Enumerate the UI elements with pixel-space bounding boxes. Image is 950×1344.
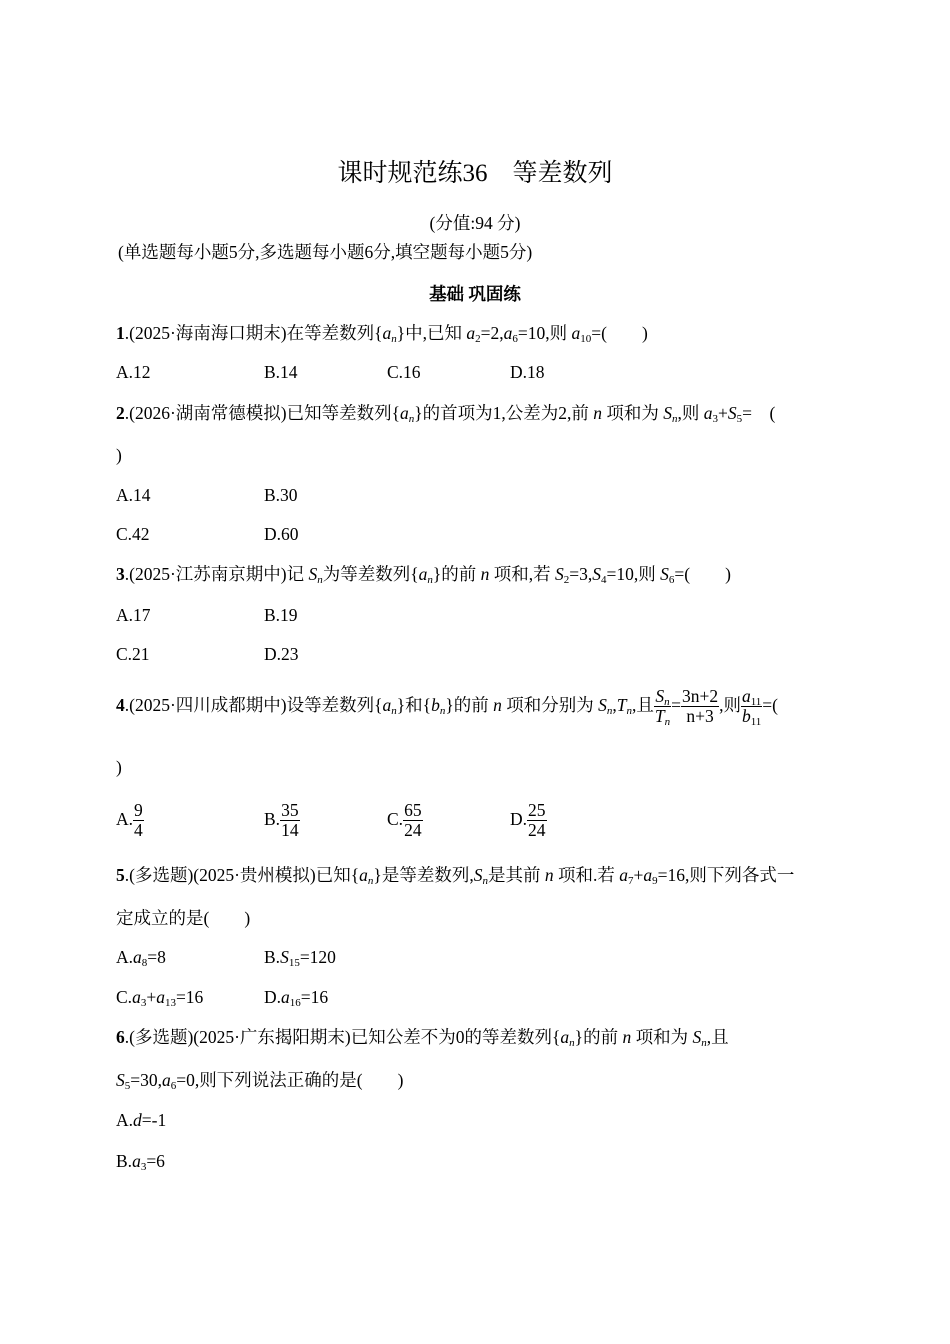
q5-option-b: $B.S_{15}=120$ — [264, 947, 336, 969]
question-3: 3.(2025·江苏南京期中)记 $S_n$为等差数列$\{a_n\}$的前 n 项和,若 $S_2=3,S_4=10$,则 $S_6=$( ) — [116, 564, 731, 586]
q4-option-c: C. $\frac{65}{24}$ — [387, 799, 422, 841]
question-5-continued: 定成立的是( ) — [116, 908, 251, 928]
q2-option-b: B.30 — [264, 485, 298, 505]
question-5: 5.(多选题)(2025·贵州模拟)已知$\{a_n\}$是等差数列$,S_n$是其前 n 项和.若 $a_7+a_9=16$,则下列各式一 — [116, 865, 795, 887]
q1-option-d: D.18 — [510, 362, 545, 382]
q2-option-a: A.14 — [116, 485, 151, 505]
question-6: 6.(多选题)(2025·广东揭阳期末)已知公差不为0的等差数列$\{a_n\}$的前 n 项和为 $S_n$,且 — [116, 1027, 729, 1049]
question-2-continued: ) — [116, 445, 122, 465]
q5-option-a: $A.a_8=8$ — [116, 947, 166, 969]
question-6-continued: $S_5=30,a_6=0$,则下列说法正确的是( ) — [116, 1070, 404, 1092]
q4-option-d: D. $\frac{25}{24}$ — [510, 799, 546, 841]
fraction-a11-over-b11: $\frac{a_{11}}{b_{11}}$ — [741, 685, 762, 729]
q5-option-d: $D.a_{16}=16$ — [264, 987, 329, 1009]
q5-option-c: $C.a_3+a_{13}=16$ — [116, 987, 204, 1009]
q4-option-a: A. $\frac{9}{4}$ — [116, 799, 143, 841]
score-total: (分值:94 分) — [429, 213, 521, 233]
question-number: 1 — [116, 323, 125, 343]
question-4: 4.(2025·四川成都期中)设等差数列$\{a_n\}$和$\{b_n\}$的前 n 项和分别为 $S_n,T_n$,且 $\frac{S_n}{T_n}$ = $\frac{3n+2}{n+3}$ ,则 $\frac{a_{11}}{b_{11}}$ =( — [116, 685, 778, 729]
q1-option-c: C.16 — [387, 362, 421, 382]
q6-option-a: A.d=-1 — [116, 1110, 167, 1130]
q2-option-c: C.42 — [116, 524, 150, 544]
page-title: 课时规范练36 等差数列 — [337, 160, 613, 187]
question-4-continued: ) — [116, 757, 122, 777]
section-heading: 基础 巩固练 — [429, 284, 521, 304]
q2-option-d: D.60 — [264, 524, 299, 544]
q3-option-d: D.23 — [264, 644, 299, 664]
q1-option-b: B.14 — [264, 362, 298, 382]
q3-option-c: C.21 — [116, 644, 150, 664]
question-1: 1.(2025·海南海口期末)在等差数列$\{a_n\}$中,已知 $a_2=2,a_6=10$,则 $a_{10}=$( ) — [116, 323, 648, 345]
q6-option-b: $B.a_3=6$ — [116, 1151, 165, 1173]
fraction-sn-over-tn: $\frac{S_n}{T_n}$ — [654, 685, 671, 729]
question-2: 2.(2026·湖南常德模拟)已知等差数列$\{a_n\}$的首项为1,公差为2,前 n 项和为 $S_n$,则 $a_3+S_5=$ ( — [116, 403, 776, 425]
q3-option-b: B.19 — [264, 605, 298, 625]
score-note: (单选题每小题5分,多选题每小题6分,填空题每小题5分) — [118, 242, 533, 262]
q4-option-b: B. $\frac{35}{14}$ — [264, 799, 299, 841]
question-source: .(2025·海南海口期末) — [124, 323, 287, 343]
fraction-rhs: $\frac{3n+2}{n+3}$ — [681, 685, 719, 727]
q1-option-a: A.12 — [116, 362, 151, 382]
q3-option-a: A.17 — [116, 605, 151, 625]
